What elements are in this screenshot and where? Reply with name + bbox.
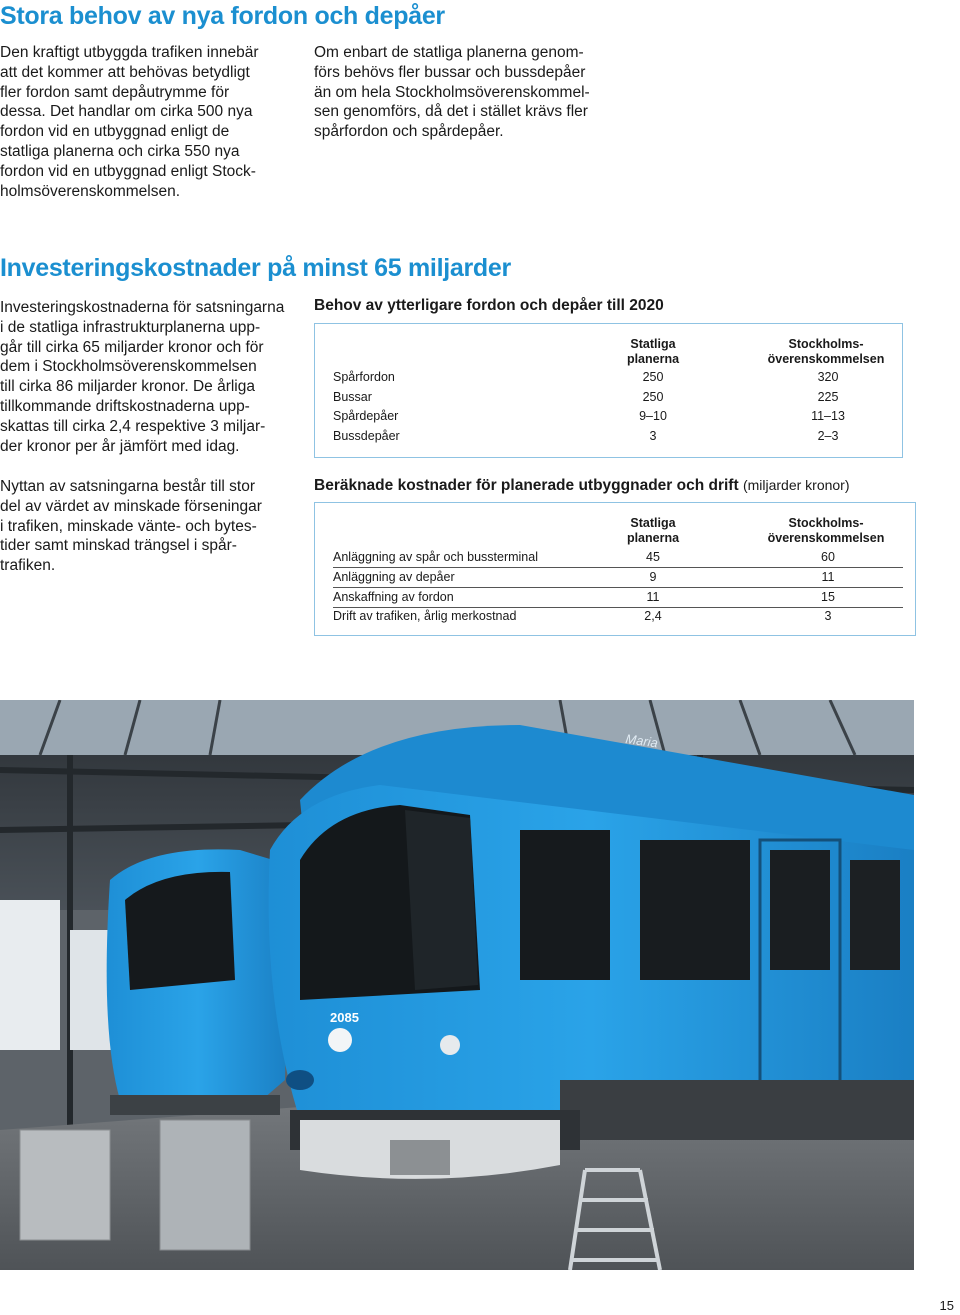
row-value-stockholms: 11 [821,570,835,584]
table2-col-statliga: Statliga planerna [626,516,680,545]
row-value-statliga: 9 [649,570,657,584]
investment-paragraph: Investeringskostnaderna för satsningarna i de statliga infrastrukturplanerna upp- går till cirka 65 miljarder kronor och för dem i Stockholmsöverenskommelsen till cirka 86 miljarder kronor. De årliga tillkommande driftskostnaderna upp- skattas till cirka 2,4 respektive 3 miljar- der kronor per år jämfört med idag. [0,299,285,455]
row-value-stockholms: 3 [824,609,832,623]
row-label: Anläggning av spår och bussterminal [333,550,538,564]
row-value-statliga: 250 [642,370,664,384]
train-depot-photo [0,700,914,1270]
table1-vehicle-needs [314,323,903,458]
table-row [333,607,903,626]
row-value-stockholms: 11–13 [811,409,845,423]
row-value-stockholms: 225 [817,390,839,404]
row-value-statliga: 3 [649,429,657,443]
intro-paragraph-right: Om enbart de statliga planerna genom- förs behövs fler bussar och bussdepåer än om hela Stockholmsöverenskommel- sen genomförs, då det i stället krävs fler spårfordon och spårdepåer. [314,44,590,141]
row-label: Bussar [333,390,372,404]
row-value-statliga: 45 [646,550,660,564]
intro-paragraph-left: Den kraftigt utbyggda trafiken innebär att det kommer att behövas betydligt fler fordon samt depåutrymme för dessa. Det handlar om cirka 500 nya fordon vid en utbyggnad enligt de statliga planerna och cirka 550 nya fordon vid en utbyggnad enligt Stock- holmsöverenskommelsen. [0,44,259,200]
table2-costs [314,502,916,636]
benefit-paragraph: Nyttan av satsningarna består till stor del av värdet av minskade förseningar i trafiken, minskade vänte- och bytes- tider samt minskad trängsel i spår- trafiken. [0,478,262,575]
train-name-label: Maria [624,731,659,751]
table-row [333,588,903,608]
table-row [333,427,903,446]
row-value-stockholms: 60 [821,550,835,564]
table2-title [314,477,850,495]
row-value-statliga: 2,4 [644,609,662,623]
page-number: 15 [939,1298,954,1313]
train-number-label: 2085 [330,1010,359,1025]
train-depot-illustration [0,700,914,1270]
row-label: Drift av trafiken, årlig merkostnad [333,609,517,623]
row-value-statliga: 11 [646,590,660,604]
row-value-stockholms: 2–3 [817,429,839,443]
row-value-stockholms: 320 [817,370,839,384]
row-label: Bussdepåer [333,429,400,443]
table2-title-text: Beräknade kostnader för planerade utbyggnader och drift [314,477,739,494]
row-label: Anläggning av depåer [333,570,455,584]
section-title-vehicles: Stora behov av nya fordon och depåer [0,2,445,30]
table1-col-stockholms: Stockholms- överenskommelsen [767,337,885,366]
table-row [333,568,903,588]
row-value-statliga: 9–10 [639,409,667,423]
row-label: Spårfordon [333,370,395,384]
row-label: Anskaffning av fordon [333,590,454,604]
table-row [333,368,903,387]
table-row [333,407,903,426]
table2-col-stockholms: Stockholms- överenskommelsen [767,516,885,545]
table2-unit: (miljarder kronor) [742,477,850,493]
row-value-stockholms: 15 [821,590,835,604]
table-row [333,548,903,568]
row-value-statliga: 250 [642,390,664,404]
section-title-investments: Investeringskostnader på minst 65 miljarder [0,254,511,282]
table-row [333,388,903,407]
row-label: Spårdepåer [333,409,399,423]
table1-title: Behov av ytterligare fordon och depåer till 2020 [314,297,664,314]
table1-col-statliga: Statliga planerna [626,337,680,366]
